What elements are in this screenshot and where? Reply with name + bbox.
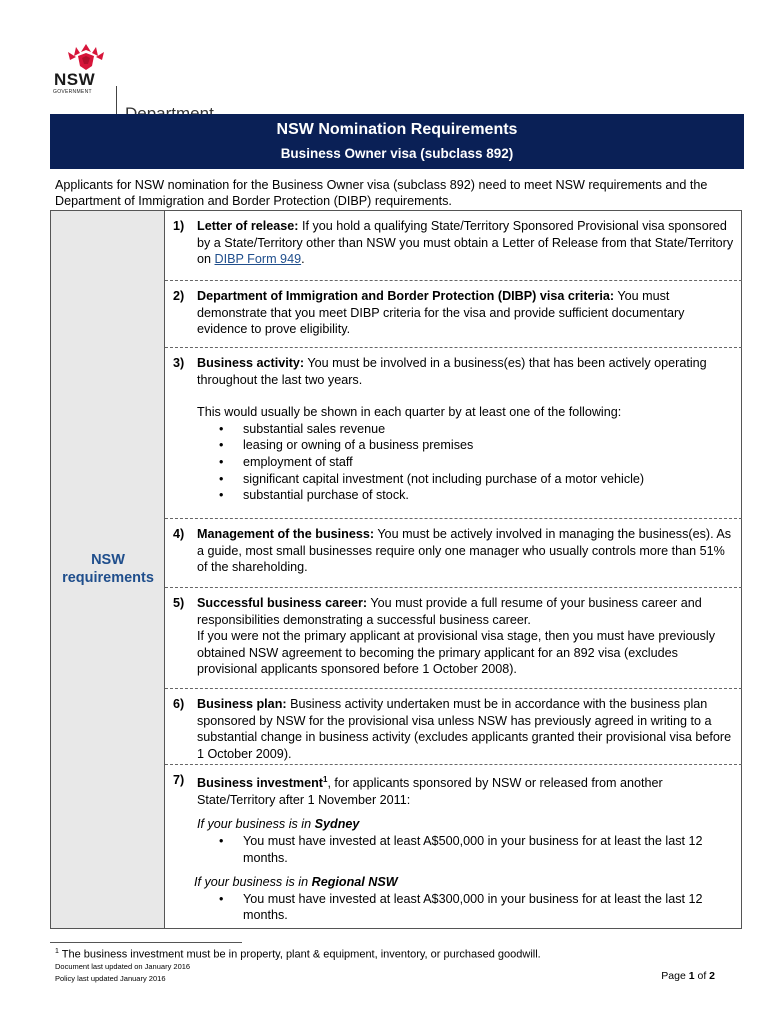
footnote-number: 1 (55, 948, 59, 955)
page-current: 1 (688, 970, 695, 982)
sydney-heading (197, 816, 734, 833)
document-updated: Document last updated on January 2016 (55, 962, 191, 971)
requirement-text-end: . (301, 252, 305, 267)
page-subtitle: Business Owner visa (subclass 892) (280, 146, 514, 161)
title-banner (50, 114, 744, 169)
location-intro: If your business is in (197, 817, 315, 832)
footnote (55, 948, 541, 961)
list-item: • You must have invested at least A$300,000 in your business for at least the last 12 months. (197, 891, 734, 924)
requirement-3 (165, 347, 742, 518)
requirement-number: 2) (173, 289, 185, 303)
requirement-text: You must demonstrate that you meet DIBP criteria for the visa and provide sufficient documentary evidence to prove eligibility. (197, 289, 685, 337)
location-name: Regional NSW (311, 875, 398, 890)
requirement-1 (165, 211, 742, 280)
requirement-heading: Letter of release: (197, 219, 299, 233)
policy-updated: Policy last updated January 2016 (55, 974, 166, 983)
dibp-form-949-link[interactable]: DIBP Form 949 (214, 252, 302, 267)
requirement-text: If you hold a qualifying State/Territory Sponsored Provisional visa sponsored by a State/Territory other than NSW you must obtain a Letter of Release from that State/Territory on (197, 219, 734, 267)
requirements-table (50, 210, 742, 929)
requirement-number: 3) (173, 356, 185, 370)
requirement-text: , for applicants sponsored by NSW or released from another State/Territory after 1 November 2011: (197, 776, 663, 807)
footnote-text: The business investment must be in property, plant & equipment, inventory, or purchased goodwill. (58, 948, 541, 961)
requirement-number: 4) (173, 527, 185, 541)
requirement-text: You must be actively involved in managing the business(es). As a guide, most small businesses require only one manager who usually controls more than 51% of the shareholding. (197, 527, 732, 575)
intro-paragraph: Applicants for NSW nomination for the Business Owner visa (subclass 892) need to meet NSW requirements and the Department of Immigration and Border Protection (DIBP) requirements. (55, 178, 708, 208)
list-item: • leasing or owning of a business premises (197, 437, 734, 454)
location-name: Sydney (314, 817, 360, 832)
page-title: NSW Nomination Requirements (276, 121, 518, 138)
requirement-text-2: If you were not the primary applicant at provisional visa stage, then you must have previously obtained NSW agreement to becoming the primary applicant for an 892 visa (excludes provisional applicants sponsored before 1 October 2008). (197, 629, 716, 677)
requirement-text: Business activity undertaken must be in accordance with the business plan sponsored by NSW for the provisional visa unless NSW has previously agreed in writing to a substantial change in business activity (excludes applicants granted their provisional visa before 1 October 2009). (197, 697, 732, 761)
requirement-number: 1) (173, 219, 185, 233)
list-item: • significant capital investment (not including purchase of a motor vehicle) (197, 471, 734, 488)
requirement-heading: Successful business career: (197, 596, 368, 610)
regional-list (197, 891, 734, 924)
requirement-5 (165, 587, 742, 688)
requirement-text: You must provide a full resume of your business career and responsibilities demonstrating a successful business career. (197, 596, 702, 627)
list-item: • employment of staff (197, 454, 734, 471)
requirement-6 (165, 688, 742, 764)
nsw-requirements-label (51, 551, 165, 587)
requirement-4 (165, 518, 742, 587)
requirement-heading: Department of Immigration and Border Protection (DIBP) visa criteria: (197, 289, 615, 303)
regional-heading (194, 874, 734, 891)
requirement-heading: Business investment (197, 776, 323, 791)
evidence-list (197, 421, 734, 504)
footnote-divider (50, 942, 242, 943)
requirement-text: You must be involved in a business(es) that has been actively operating throughout the last two years. (197, 356, 707, 387)
location-intro: If your business is in (194, 875, 312, 890)
list-item: • You must have invested at least A$500,000 in your business for at least the last 12 months. (197, 833, 734, 866)
requirement-2 (165, 280, 742, 347)
requirement-number: 5) (173, 596, 185, 610)
page-number (661, 970, 715, 982)
list-item: • substantial purchase of stock. (197, 487, 734, 504)
requirement-heading: Management of the business: (197, 527, 375, 541)
requirement-heading: Business activity: (197, 356, 305, 370)
page-prefix: Page (661, 970, 689, 982)
requirement-number: 6) (173, 697, 185, 711)
requirement-number: 7) (173, 773, 185, 787)
page-total: 2 (709, 970, 715, 982)
label-line-2: requirements (62, 570, 154, 586)
label-line-1: NSW (91, 552, 125, 568)
page-of: of (694, 970, 710, 982)
footnote-ref: 1 (322, 775, 328, 784)
sydney-list (197, 833, 734, 866)
requirements-label-column (51, 211, 165, 928)
requirement-para: This would usually be shown in each quarter by at least one of the following: (197, 405, 622, 420)
waratah-icon (56, 42, 116, 72)
requirement-7 (165, 764, 742, 929)
requirement-heading: Business plan: (197, 697, 287, 711)
logo-government-text: GOVERNMENT (53, 89, 92, 95)
list-item: • substantial sales revenue (197, 421, 734, 438)
logo-nsw-text: NSW (54, 70, 96, 89)
